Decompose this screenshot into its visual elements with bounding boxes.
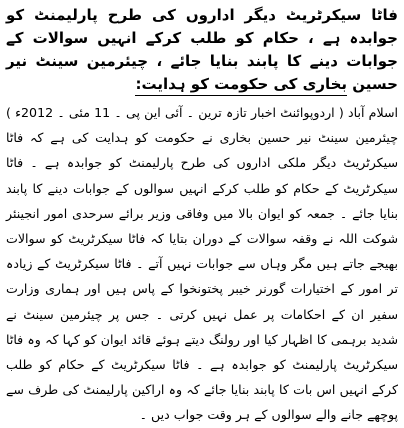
headline-underlined-ending: بخاری کی حکومت کو ہدایت:: [135, 73, 347, 96]
article-body: اسلام آباد ( اردوپوائنٹ اخبار تازہ ترین ۔ آئی این پی ۔ 11 مئی ۔ 2012ء ) چیئرمین سینٹ نیر حسین بخاری نے حکومت کو ہدایت کی ہے کہ فاٹا سیکرٹریٹ دیگر ملکی اداروں کی طرح پارلیمنٹ کو جوابدہ ہے ۔ فاٹا سیکرٹریٹ کے حکام کو طلب کرکے انہیں سوالوں کے جوابات دینے کا پابند بنایا جائے ۔ جمعہ کو ایوان بالا میں وفاقی وزیر برائے سرحدی امور انجینئر شوکت اللہ نے وقفہ سوالات کے دوران بتایا کہ فاٹا سیکرٹریٹ کو سوالات بھیجے جاتے ہیں مگر وہاں سے جوابات نہیں آتے ۔ فاٹا سیکرٹریٹ کے زیادہ تر امور کے اختیارات گورنر خیبر پختونخوا کے پاس ہیں اور ہماری وزارت سفیر ان کے احکامات پر عمل نہیں کرتی ۔ جس پر چیئرمین سینٹ نے شدید برہمی کا اظہار کیا اور رولنگ دیتے ہوئے قائد ایوان کو کہا کہ وہ فاٹا سیکرٹریٹ پارلیمنٹ کو جوابدہ ہے ۔ فاٹا سیکرٹریٹ کے حکام کو طلب کرکے انہیں اس بات کا پابند بنایا جائے کہ وہ اراکین پارلیمنٹ کی طرف سے پوچھے جانے والے سوالوں کے ہر وقت جواب دیں ۔: [6, 105, 399, 423]
article-headline: [6, 4, 398, 96]
headline-main: فاٹا سیکرٹریٹ دیگر اداروں کی طرح پارلیمنٹ کو جوابدہ ہے ، حکام کو طلب کرکے انہیں سوالات کے جوابات دینے کا پابند بنایا جائے ، چیئرمین سینٹ نیر حسین: [6, 6, 398, 93]
